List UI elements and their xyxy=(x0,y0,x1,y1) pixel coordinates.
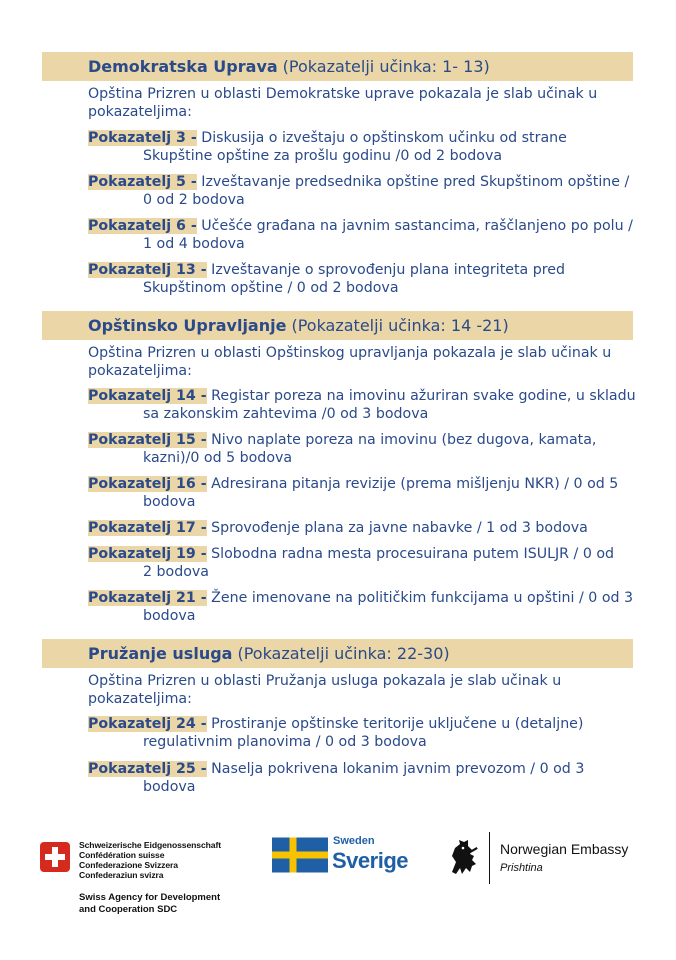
section-intro: Opština Prizren u oblasti Opštinskog upravljanja pokazala je slab učinak u pokazateljima: xyxy=(88,345,612,379)
indicator-label: Pokazatelj 24 - xyxy=(88,716,207,732)
indicator-text: Sprovođenje plana za javne nabavke / 1 od 3 bodova xyxy=(211,520,588,536)
indicator-label: Pokazatelj 3 - xyxy=(88,130,197,146)
indicator-text-continued: bodova xyxy=(143,608,196,624)
swiss-confederation-text: Schweizerische Eidgenossenschaft Confédération suisse Confederazione Svizzera Confederaziun svizra xyxy=(79,840,221,880)
indicator-text-continued: Skupštinom opštine / 0 od 2 bodova xyxy=(143,280,399,296)
norwegian-embassy-city: Prishtina xyxy=(500,862,543,874)
indicator-item xyxy=(88,173,636,209)
section-title: Pružanje usluga xyxy=(88,644,233,663)
indicator-label: Pokazatelj 6 - xyxy=(88,218,197,234)
section-title: Demokratska Uprava xyxy=(88,57,278,76)
indicator-item xyxy=(88,715,636,751)
section-intro: Opština Prizren u oblasti Demokratske uprave pokazala je slab učinak u pokazateljima: xyxy=(88,86,598,120)
indicator-item xyxy=(88,261,636,297)
indicator-text: Nivo naplate poreza na imovinu (bez dugova, kamata, xyxy=(211,432,597,448)
sweden-label: Sweden xyxy=(333,835,375,847)
indicator-label: Pokazatelj 21 - xyxy=(88,590,207,606)
indicator-text-continued: 0 od 2 bodova xyxy=(143,192,245,208)
norway-lion-icon xyxy=(446,838,480,878)
swiss-cross-icon xyxy=(40,842,70,872)
sweden-flag-icon xyxy=(272,836,328,874)
indicator-item xyxy=(88,545,636,581)
indicator-text-continued: regulativnim planovima / 0 od 3 bodova xyxy=(143,734,427,750)
indicator-text-continued: Skupštine opštine za prošlu godinu /0 od 2 bodova xyxy=(143,148,503,164)
indicator-text-continued: bodova xyxy=(143,779,196,795)
indicator-text: Izveštavanje predsednika opštine pred Skupštinom opštine / xyxy=(201,174,630,190)
indicator-item xyxy=(88,431,636,467)
indicator-item xyxy=(88,475,636,511)
section-subtitle: (Pokazatelji učinka: 14 -21) xyxy=(291,316,509,335)
section-subtitle: (Pokazatelji učinka: 1- 13) xyxy=(282,57,490,76)
norwegian-embassy-name: Norwegian Embassy xyxy=(500,841,629,857)
sverige-label: Sverige xyxy=(332,848,408,873)
indicator-text: Registar poreza na imovinu ažuriran svake godine, u skladu xyxy=(211,388,636,404)
section-header-municipal-management xyxy=(42,311,633,340)
indicator-text-continued: 2 bodova xyxy=(143,564,209,580)
section-header-democratic-governance xyxy=(42,52,633,81)
indicator-label: Pokazatelj 13 - xyxy=(88,262,207,278)
indicator-label: Pokazatelj 17 - xyxy=(88,520,207,536)
indicator-text-continued: sa zakonskim zahtevima /0 od 3 bodova xyxy=(143,406,429,422)
indicator-text: Adresirana pitanja revizije (prema mišljenju NKR) / 0 od 5 xyxy=(211,476,619,492)
indicator-item xyxy=(88,129,636,165)
swiss-sdc-text: Swiss Agency for Development and Cooperation SDC xyxy=(79,892,221,915)
indicator-item xyxy=(88,519,636,537)
footer-logos xyxy=(0,820,676,940)
indicator-label: Pokazatelj 15 - xyxy=(88,432,207,448)
indicator-text-continued: kazni)/0 od 5 bodova xyxy=(143,450,293,466)
indicator-text: Slobodna radna mesta procesuirana putem ISULJR / 0 od xyxy=(211,546,615,562)
indicator-label: Pokazatelj 25 - xyxy=(88,761,207,777)
section-intro: Opština Prizren u oblasti Pružanja usluga pokazala je slab učinak u pokazateljima: xyxy=(88,673,562,707)
indicator-text: Učešće građana na javnim sastancima, raščlanjeno po polu / xyxy=(201,218,633,234)
section-header-service-delivery xyxy=(42,639,633,668)
indicator-text-continued: 1 od 4 bodova xyxy=(143,236,245,252)
indicator-label: Pokazatelj 19 - xyxy=(88,546,207,562)
indicator-label: Pokazatelj 5 - xyxy=(88,174,197,190)
indicator-label: Pokazatelj 16 - xyxy=(88,476,207,492)
indicator-text: Prostiranje opštinske teritorije uključene u (detaljne) xyxy=(211,716,584,732)
section-subtitle: (Pokazatelji učinka: 22-30) xyxy=(237,644,450,663)
indicator-text: Izveštavanje o sprovođenju plana integriteta pred xyxy=(211,262,566,278)
indicator-text: Žene imenovane na političkim funkcijama u opštini / 0 od 3 xyxy=(211,590,634,606)
indicator-item xyxy=(88,387,636,423)
indicator-item xyxy=(88,217,636,253)
indicator-item xyxy=(88,760,636,796)
indicator-label: Pokazatelj 14 - xyxy=(88,388,207,404)
indicator-text: Diskusija o izveštaju o opštinskom učinku od strane xyxy=(201,130,567,146)
indicator-item xyxy=(88,589,636,625)
indicator-text-continued: bodova xyxy=(143,494,196,510)
divider xyxy=(489,832,490,884)
indicator-text: Naselja pokrivena lokanim javnim prevozom / 0 od 3 xyxy=(211,761,585,777)
section-title: Opštinsko Upravljanje xyxy=(88,316,287,335)
